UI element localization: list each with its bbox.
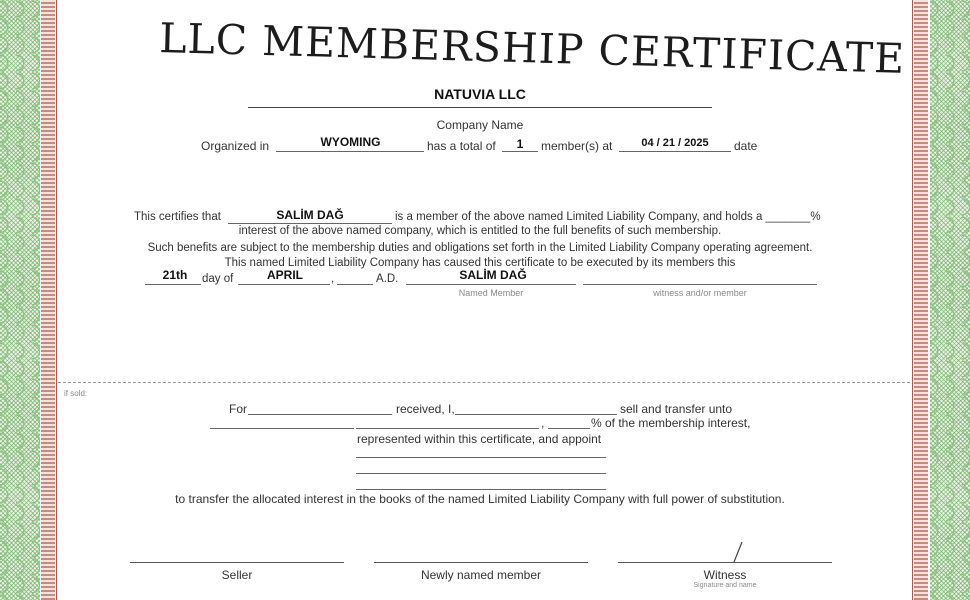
named-member-signature: SALİM DAĞ xyxy=(459,268,527,282)
transferee-line-2 xyxy=(356,428,539,429)
execution-day: 21th xyxy=(162,268,188,282)
organized-date: 04 / 21 / 2025 xyxy=(641,137,709,149)
company-name-line xyxy=(248,107,712,108)
state-line xyxy=(276,151,424,152)
if-sold-label: if sold: xyxy=(64,389,88,398)
guilloche-pattern xyxy=(0,0,40,600)
month-line xyxy=(238,284,330,285)
day-line xyxy=(145,284,201,285)
certifies-suffix: is a member of the above named Limited Liability Company, and holds a _______% xyxy=(395,211,821,223)
border-stripe xyxy=(914,0,928,600)
members-at: member(s) at xyxy=(541,139,613,153)
percent-line xyxy=(548,428,590,429)
date-line xyxy=(619,151,731,152)
witness-member-line xyxy=(583,284,817,285)
new-member-label: Newly named member xyxy=(420,568,542,582)
transfer-for: For xyxy=(229,402,247,416)
certificate-title: LLC MEMBERSHIP CERTIFICATE xyxy=(158,14,906,83)
execution-month: APRIL xyxy=(267,268,303,282)
member-count-line xyxy=(502,151,538,152)
transferee-line xyxy=(210,428,354,429)
organized-state: WYOMING xyxy=(320,135,381,149)
organized-prefix: Organized in xyxy=(201,139,270,153)
witness-sub-label: Signature and name xyxy=(693,582,757,589)
witness-member-label: witness and/or member xyxy=(653,288,747,298)
company-name: NATUVIA LLC xyxy=(434,86,526,102)
certifies-prefix: This certifies that xyxy=(134,211,221,223)
certifies-line-2: interest of the above named company, which is entitled to the full benefits of such membership. xyxy=(238,225,722,237)
cut-line xyxy=(58,382,910,383)
certified-member-name: SALİM DAĞ xyxy=(276,208,344,222)
attorney-line-2 xyxy=(356,473,606,474)
witness-signature-mark xyxy=(728,540,748,564)
transfer-represented: represented within this certificate, and appoint xyxy=(357,432,602,446)
left-border xyxy=(0,0,58,600)
date-suffix: date xyxy=(734,139,758,153)
seller-label: Seller xyxy=(221,568,253,582)
ad-label: A.D. xyxy=(376,273,399,285)
transfer-sell: sell and transfer unto xyxy=(620,402,733,416)
border-rule xyxy=(56,0,57,600)
certifies-line-4: This named Limited Liability Company has caused this certificate to be executed by its members this xyxy=(224,257,736,269)
certifies-line-3: Such benefits are subject to the membership duties and obligations set forth in the Limited Liability Company operating agreement. xyxy=(147,242,813,254)
border-stripe xyxy=(41,0,55,600)
witness-signature-line xyxy=(618,562,832,563)
company-name-label: Company Name xyxy=(436,118,524,132)
transfer-closing: to transfer the allocated interest in the books of the named Limited Liability Company with full power of substitution. xyxy=(175,492,785,506)
right-border xyxy=(910,0,970,600)
year-line xyxy=(337,284,373,285)
border-rule xyxy=(912,0,913,600)
consideration-line xyxy=(248,414,392,415)
new-member-signature-line xyxy=(374,562,588,563)
guilloche-pattern xyxy=(930,0,970,600)
attorney-line-3 xyxy=(356,489,606,490)
witness-label: Witness xyxy=(703,568,747,582)
named-member-label: Named Member xyxy=(458,288,524,298)
member-name-line xyxy=(228,223,392,224)
named-member-line xyxy=(406,284,576,285)
day-of-label: day of xyxy=(202,273,234,285)
transfer-received: received, I, xyxy=(396,402,455,416)
attorney-line-1 xyxy=(356,457,606,458)
transfer-percent: % of the membership interest, xyxy=(591,416,751,430)
transferor-line xyxy=(455,414,617,415)
transfer-comma: , xyxy=(541,416,545,430)
member-count: 1 xyxy=(516,137,524,151)
month-comma: , xyxy=(331,273,335,285)
seller-signature-line xyxy=(130,562,344,563)
total-prefix: has a total of xyxy=(427,139,496,153)
